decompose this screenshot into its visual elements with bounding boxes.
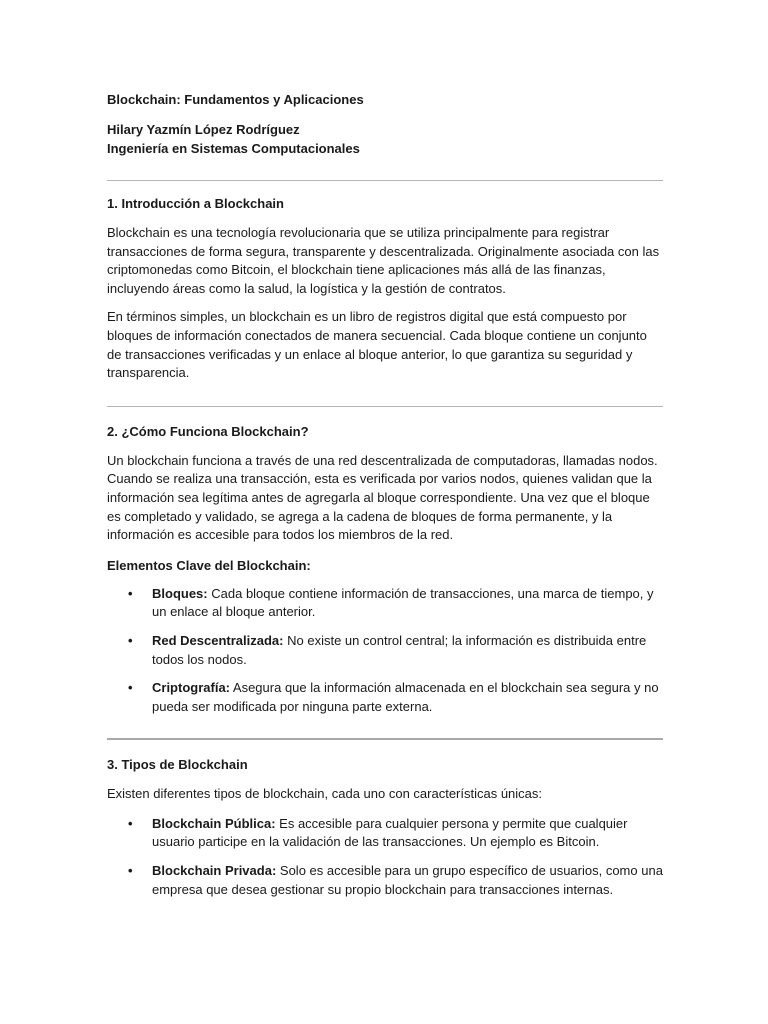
- list-item: [107, 632, 663, 669]
- section-divider: [107, 180, 663, 181]
- list-item: [107, 679, 663, 716]
- section-2-paragraph: Un blockchain funciona a través de una red descentralizada de computadoras, llamadas nodos. Cuando se realiza una transacción, esta es verificada por varios nodos, quienes validan que la información sea legítima antes de agregarla al bloque correspondiente. Una vez que el bloque es completado y validado, se agrega a la cadena de bloques de forma permanente, y la información es accesible para todos los miembros de la red.: [107, 452, 658, 543]
- bullet-icon: •: [128, 632, 133, 648]
- bullet-icon: •: [128, 863, 133, 879]
- section-3-heading: 3. Tipos de Blockchain: [107, 757, 248, 773]
- list-item-text: Solo es accesible para un grupo específico de usuarios, como una empresa que desea gestionar su propio blockchain para transacciones internas.: [152, 863, 663, 897]
- list-item-term: Blockchain Privada:: [152, 863, 277, 879]
- list-item: [107, 815, 663, 852]
- section-divider: [107, 738, 663, 740]
- section-1-paragraph-1: Blockchain es una tecnología revolucionaria que se utiliza principalmente para registrar transacciones de forma segura, transparente y descentralizada. Originalmente asociada con las criptomonedas como Bitcoin, el blockchain tiene aplicaciones más allá de las finanzas, incluyendo áreas como la salud, la logística y la gestión de contratos.: [107, 225, 660, 296]
- list-item-text: Asegura que la información almacenada en el blockchain sea segura y no pueda ser modificada por ninguna parte externa.: [152, 680, 659, 714]
- list-item: [107, 585, 663, 622]
- bullet-icon: •: [128, 585, 133, 601]
- document-title: Blockchain: Fundamentos y Aplicaciones: [107, 92, 364, 107]
- blockchain-types-list: [107, 815, 663, 899]
- section-1-paragraph-2: En términos simples, un blockchain es un libro de registros digital que está compuesto por bloques de información conectados de manera secuencial. Cada bloque contiene un conjunto de transacciones verificadas y un enlace al bloque anterior, lo que garantiza su seguridad y transparencia.: [107, 309, 647, 381]
- list-item-text: No existe un control central; la información es distribuida entre todos los nodos.: [152, 632, 647, 667]
- list-item-text: Es accesible para cualquier persona y permite que cualquier usuario participe en la validación de las transacciones. Un ejemplo es Bitcoin.: [152, 815, 628, 850]
- author-name: Hilary Yazmín López Rodríguez: [107, 122, 300, 137]
- bullet-icon: •: [128, 815, 133, 831]
- section-2-heading: 2. ¿Cómo Funciona Blockchain?: [107, 423, 309, 439]
- author-program: Ingeniería en Sistemas Computacionales: [107, 141, 360, 156]
- list-item-term: Criptografía:: [152, 680, 230, 696]
- list-item: [107, 862, 663, 899]
- list-item-term: Blockchain Pública:: [152, 815, 276, 831]
- section-1-heading: 1. Introducción a Blockchain: [107, 196, 284, 211]
- key-elements-subheading: Elementos Clave del Blockchain:: [107, 557, 311, 573]
- list-item-term: Bloques:: [152, 585, 208, 601]
- document-content: [107, 91, 663, 899]
- bullet-icon: •: [128, 680, 133, 696]
- section-3-paragraph: Existen diferentes tipos de blockchain, cada uno con características únicas:: [107, 786, 543, 802]
- list-item-text: Cada bloque contiene información de transacciones, una marca de tiempo, y un enlace al bloque anterior.: [152, 585, 654, 620]
- key-elements-list: [107, 585, 663, 717]
- list-item-term: Red Descentralizada:: [152, 632, 284, 648]
- section-divider: [107, 406, 663, 407]
